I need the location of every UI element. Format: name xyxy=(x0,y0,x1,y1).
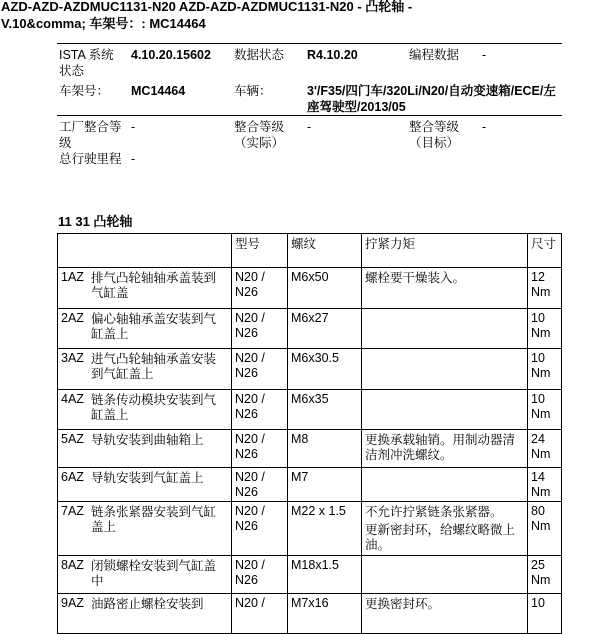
model-cell: N20 / N26 xyxy=(232,390,288,430)
part-cell xyxy=(58,556,232,594)
part-cell xyxy=(58,430,232,468)
part-cell xyxy=(58,309,232,349)
size-cell: 24 Nm xyxy=(528,430,562,468)
table-row xyxy=(58,309,562,349)
part-description: 进气凸轮轴轴承盖安装到气缸盖上 xyxy=(91,351,217,381)
part-description: 排气凸轮轴轴承盖装到气缸盖 xyxy=(91,270,217,300)
part-code: 2AZ xyxy=(61,311,84,325)
model-cell: N20 / N26 xyxy=(232,430,288,468)
part-cell xyxy=(58,468,232,502)
thread-cell: M6x30.5 xyxy=(288,349,362,390)
size-cell: 10 xyxy=(528,594,562,634)
model-cell: N20 / N26 xyxy=(232,502,288,556)
model-cell: N20 / N26 xyxy=(232,556,288,594)
part-code: 7AZ xyxy=(61,504,84,518)
torque-cell xyxy=(362,349,528,390)
part-code: 1AZ xyxy=(61,270,84,284)
part-cell xyxy=(58,349,232,390)
header-top-rule xyxy=(57,43,562,44)
vehicle-value: 3'/F35/四门车/320Li/N20/自动变速箱/ECE/左座驾驶型/2013/05 xyxy=(307,84,556,114)
torque-cell xyxy=(362,390,528,430)
factory-level-label: 工厂整合等级 xyxy=(59,120,122,150)
part-code: 8AZ xyxy=(61,558,84,572)
torque-cell xyxy=(362,502,528,556)
header-mid-rule xyxy=(57,115,562,116)
part-description: 导轨安装到气缸盖上 xyxy=(91,470,204,485)
integration-target-label: 整合等级（目标） xyxy=(409,120,460,150)
table-row xyxy=(58,468,562,502)
torque-table xyxy=(57,233,562,634)
table-header-row xyxy=(58,234,562,268)
part-description: 闭锁螺栓安装到气缸盖中 xyxy=(91,558,217,588)
vehicle-label: 车辆： xyxy=(234,84,272,98)
size-cell: 10 Nm xyxy=(528,390,562,430)
thread-cell: M6x50 xyxy=(288,268,362,309)
mileage-value: - xyxy=(131,152,136,166)
programming-data-label: 编程数据 xyxy=(409,48,460,62)
vin-value: MC14464 xyxy=(131,84,186,98)
column-header-size: 尺寸 xyxy=(528,234,562,268)
torque-note: 螺栓要干燥装入。 xyxy=(365,270,466,285)
column-header-model: 型号 xyxy=(232,234,288,268)
torque-cell xyxy=(362,468,528,502)
part-code: 5AZ xyxy=(61,432,84,446)
title-line-1: AZD-AZD-AZDMUC1131-N20 AZD-AZD-AZDMUC1131-N20 - 凸轮轴 - xyxy=(1,0,413,14)
ista-status-label: ISTA 系统状态 xyxy=(59,48,114,78)
part-code: 6AZ xyxy=(61,470,84,484)
model-cell: N20 / N26 xyxy=(232,309,288,349)
part-code: 3AZ xyxy=(61,351,84,365)
part-description: 链条张紧器安装到气缸盖上 xyxy=(91,504,217,534)
model-cell: N20 / N26 xyxy=(232,468,288,502)
size-cell: 12 Nm xyxy=(528,268,562,309)
integration-actual-label: 整合等级（实际） xyxy=(234,120,285,150)
thread-cell: M18x1.5 xyxy=(288,556,362,594)
table-row xyxy=(58,502,562,556)
table-row xyxy=(58,390,562,430)
vin-label: 车架号： xyxy=(59,84,110,98)
section-title: 11 31 凸轮轴 xyxy=(58,214,133,229)
part-cell xyxy=(58,268,232,309)
programming-data-value: - xyxy=(482,48,487,62)
torque-cell xyxy=(362,268,528,309)
torque-note: 更换承载轴销。用制动器清洁剂冲洗螺纹。 xyxy=(365,432,516,462)
table-row xyxy=(58,594,562,634)
model-cell: N20 / N26 xyxy=(232,268,288,309)
torque-cell xyxy=(362,309,528,349)
table-row xyxy=(58,349,562,390)
mileage-label: 总行驶里程 xyxy=(59,152,122,166)
integration-actual-value: - xyxy=(307,120,312,134)
size-cell: 10 Nm xyxy=(528,349,562,390)
thread-cell: M6x35 xyxy=(288,390,362,430)
document-title xyxy=(1,0,601,32)
part-cell xyxy=(58,502,232,556)
title-line-2: V.10&comma; 车架号：: MC14464 xyxy=(1,16,206,31)
column-header-thread: 螺纹 xyxy=(288,234,362,268)
data-status-value: R4.10.20 xyxy=(307,48,358,62)
size-cell: 14 Nm xyxy=(528,468,562,502)
part-cell xyxy=(58,390,232,430)
part-code: 9AZ xyxy=(61,596,84,610)
part-description: 导轨安装到曲轴箱上 xyxy=(91,432,204,447)
data-status-label: 数据状态 xyxy=(234,48,285,62)
model-cell: N20 / xyxy=(232,594,288,634)
size-cell: 25 Nm xyxy=(528,556,562,594)
torque-cell xyxy=(362,594,528,634)
part-description: 链条传动模块安装到气缸盖上 xyxy=(91,392,217,422)
thread-cell: M6x27 xyxy=(288,309,362,349)
column-header-torque: 拧紧力矩 xyxy=(362,234,528,268)
size-cell: 10 Nm xyxy=(528,309,562,349)
model-cell: N20 / N26 xyxy=(232,349,288,390)
thread-cell: M7 xyxy=(288,468,362,502)
table-row xyxy=(58,556,562,594)
torque-cell xyxy=(362,430,528,468)
ista-status-value: 4.10.20.15602 xyxy=(131,48,211,62)
integration-target-value: - xyxy=(482,120,487,134)
thread-cell: M8 xyxy=(288,430,362,468)
part-description: 油路密止螺栓安装到 xyxy=(91,596,204,611)
torque-note: 不允许拧紧链条张紧器。 xyxy=(365,504,503,519)
torque-note-extra: 更新密封环，给螺纹略微上油。 xyxy=(365,522,516,552)
size-cell: 80 Nm xyxy=(528,502,562,556)
factory-level-value: - xyxy=(131,120,136,134)
part-description: 偏心轴轴承盖安装到气缸盖上 xyxy=(91,311,217,341)
table-row xyxy=(58,430,562,468)
thread-cell: M7x16 xyxy=(288,594,362,634)
part-cell xyxy=(58,594,232,634)
column-header-part xyxy=(58,234,232,268)
torque-cell xyxy=(362,556,528,594)
thread-cell: M22 x 1.5 xyxy=(288,502,362,556)
table-row xyxy=(58,268,562,309)
torque-note: 更换密封环。 xyxy=(365,596,441,611)
part-code: 4AZ xyxy=(61,392,84,406)
